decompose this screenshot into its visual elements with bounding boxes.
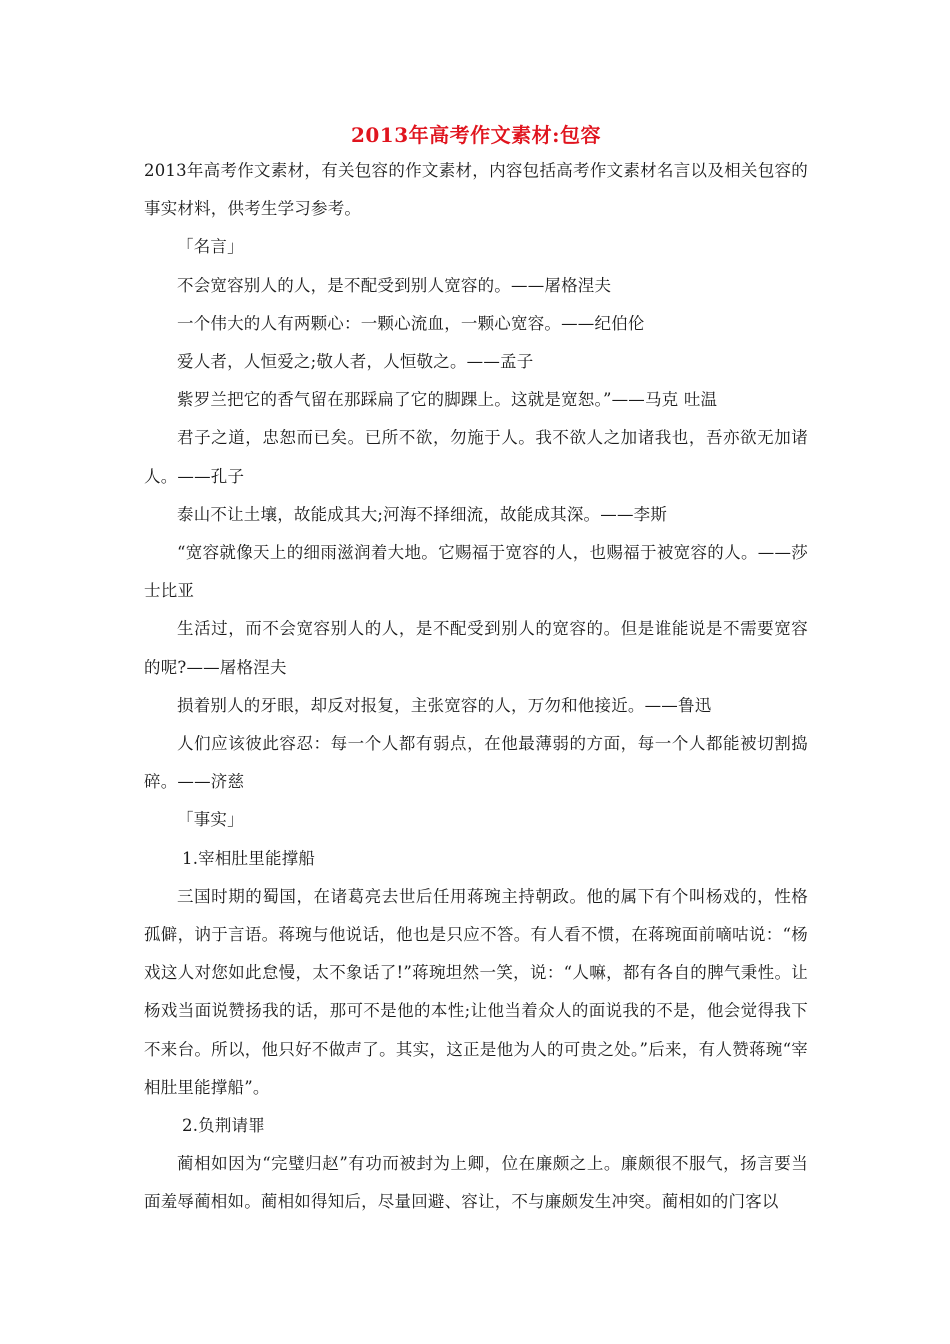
quote-item: 一个伟大的人有两颗心：一颗心流血，一颗心宽容。——纪伯伦 xyxy=(177,313,645,333)
fact-paragraph: 蔺相如因为“完璧归赵”有功而被封为上卿，位在廉颇之上。廉颇很不服气，扬言要当面羞辱蔺相如。蔺相如得知后，尽量回避、容让，不与廉颇发生冲突。蔺相如的门客以 xyxy=(144,1154,808,1212)
quote-item: 人们应该彼此容忍：每一个人都有弱点，在他最薄弱的方面，每一个人都能被切割捣碎。——济慈 xyxy=(144,734,808,792)
quote-item: 紫罗兰把它的香气留在那踩扁了它的脚踝上。这就是宽恕。”——马克 吐温 xyxy=(177,390,718,410)
quote-item: 损着别人的牙眼，却反对报复，主张宽容的人，万勿和他接近。——鲁迅 xyxy=(177,695,712,715)
quote-item: 生活过，而不会宽容别人的人，是不配受到别人的宽容的。但是谁能说是不需要宽容的呢?——屠格涅夫 xyxy=(144,619,808,677)
document-title: 2013年高考作文素材:包容 xyxy=(350,123,602,147)
quote-item: 君子之道，忠恕而已矣。已所不欲，勿施于人。我不欲人之加诸我也，吾亦欲无加诸人。——孔子 xyxy=(144,428,808,486)
quote-item: 不会宽容别人的人，是不配受到别人宽容的。——屠格涅夫 xyxy=(177,275,612,295)
fact-paragraph: 三国时期的蜀国，在诸葛亮去世后任用蒋琬主持朝政。他的属下有个叫杨戏的，性格孤僻，讷于言语。蒋琬与他说话，他也是只应不答。有人看不惯，在蒋琬面前嘀咕说：“杨戏这人对您如此怠慢，太不象话了!”蒋琬坦然一笑，说：“人嘛，都有各自的脾气秉性。让杨戏当面说赞扬我的话，那可不是他的本性;让他当着众人的面说我的不是，他会觉得我下不来台。所以，他只好不做声了。其实，这正是他为人的可贵之处。”后来，有人赞蒋琬“宰相肚里能撑船”。 xyxy=(144,886,808,1097)
quote-item: 泰山不让土壤，故能成其大;河海不择细流，故能成其深。——李斯 xyxy=(177,504,668,524)
fact-heading: 2.负荆请罪 xyxy=(182,1116,265,1136)
section-heading-quotes: 「名言」 xyxy=(177,237,244,257)
quote-item: “宽容就像天上的细雨滋润着大地。它赐福于宽容的人，也赐福于被宽容的人。——莎士比亚 xyxy=(144,543,808,601)
document-body xyxy=(144,118,808,1222)
quote-item: 爱人者，人恒爱之;敬人者，人恒敬之。——孟子 xyxy=(177,352,534,372)
fact-heading: 1.宰相肚里能撑船 xyxy=(182,848,316,868)
section-heading-facts: 「事实」 xyxy=(177,810,244,830)
intro-paragraph: 2013年高考作文素材，有关包容的作文素材，内容包括高考作文素材名言以及相关包容的事实材料，供考生学习参考。 xyxy=(144,161,808,219)
